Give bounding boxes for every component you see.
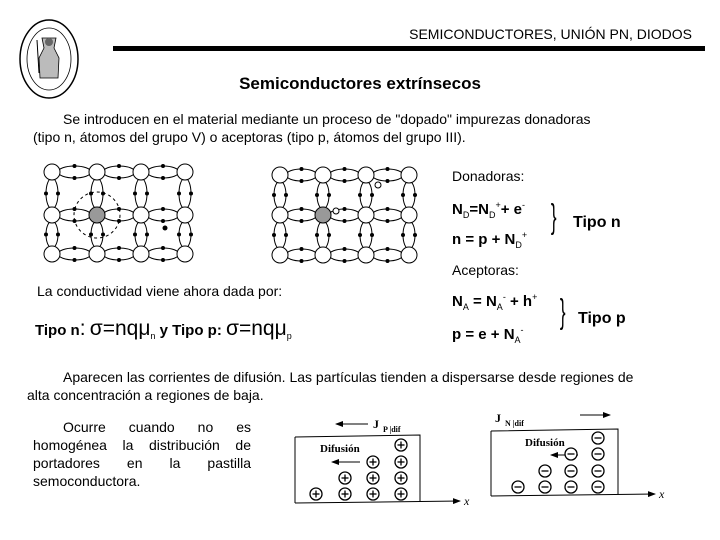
- impurity-atom: [315, 207, 331, 223]
- valence-electron: [413, 233, 417, 237]
- valence-electron: [73, 176, 77, 180]
- difusion-paragraph: Aparecen las corrientes de difusión. Las partículas tienden a dispersarse desde regiones de alta concentración a regiones de baja.: [27, 369, 634, 403]
- electron-charge: [592, 465, 604, 477]
- valence-electron: [401, 193, 405, 197]
- atom: [177, 207, 193, 223]
- valence-electron: [370, 193, 374, 197]
- valence-electron: [117, 207, 121, 211]
- valence-electron: [386, 247, 390, 251]
- valence-electron: [343, 207, 347, 211]
- atom: [358, 167, 374, 183]
- valence-electron: [145, 233, 149, 237]
- eq-sub: D: [488, 210, 496, 220]
- valence-electron: [117, 258, 121, 262]
- eq-text: + h: [505, 293, 533, 310]
- impurity-atom: [89, 207, 105, 223]
- ocurre-paragraph: Ocurre cuando no es homogénea la distribución de portadores en la pastilla semoconductora.: [33, 419, 251, 489]
- valence-electron: [370, 233, 374, 237]
- hole: [333, 208, 339, 214]
- atom: [133, 246, 149, 262]
- hole-charge: [367, 456, 379, 468]
- header-divider: [113, 46, 705, 51]
- hole-charge: [395, 488, 407, 500]
- atom: [272, 167, 288, 183]
- valence-electron: [284, 193, 288, 197]
- valence-electron: [145, 192, 149, 196]
- eq-text: + e: [500, 201, 522, 218]
- tipo-p-label: Tipo p: [578, 310, 626, 327]
- free-electron: [163, 226, 168, 231]
- acceptor-equation-2: [452, 325, 524, 345]
- eq-text: = N: [468, 293, 497, 310]
- valence-electron: [161, 164, 165, 168]
- valence-electron: [300, 247, 304, 251]
- atom: [358, 207, 374, 223]
- valence-electron: [300, 167, 304, 171]
- x-axis-label: x: [464, 494, 470, 508]
- jp-sub: P |dif: [383, 425, 401, 434]
- valence-electron: [101, 233, 105, 237]
- acceptor-equation-1: [452, 292, 537, 312]
- valence-electron: [300, 179, 304, 183]
- valence-electron: [327, 233, 331, 237]
- formula-text: y Tipo p:: [155, 322, 222, 339]
- valence-electron: [272, 233, 276, 237]
- electron-charge: [592, 448, 604, 460]
- hole-charge: [395, 472, 407, 484]
- valence-electron: [386, 259, 390, 263]
- valence-electron: [44, 233, 48, 237]
- atom: [401, 247, 417, 263]
- atom: [401, 207, 417, 223]
- valence-electron: [133, 192, 137, 196]
- valence-electron: [327, 193, 331, 197]
- atom: [315, 247, 331, 263]
- header-title: SEMICONDUCTORES, UNIÓN PN, DIODOS: [409, 26, 692, 42]
- valence-electron: [44, 192, 48, 196]
- electron-charge: [592, 432, 604, 444]
- jp-label: J: [373, 417, 379, 431]
- valence-electron: [272, 193, 276, 197]
- hole-charge: [395, 439, 407, 451]
- eq-sup: -: [502, 292, 506, 302]
- eq-sub: D: [515, 240, 522, 250]
- valence-electron: [177, 233, 181, 237]
- valence-electron: [413, 193, 417, 197]
- valence-electron: [117, 176, 121, 180]
- eq-text: N: [452, 201, 463, 218]
- valence-electron: [386, 207, 390, 211]
- valence-electron: [300, 219, 304, 223]
- valence-electron: [89, 233, 93, 237]
- atom: [272, 247, 288, 263]
- valence-electron: [189, 192, 193, 196]
- conductividad-label: La conductividad viene ahora dada por:: [37, 283, 283, 299]
- valence-electron: [358, 233, 362, 237]
- atom: [133, 207, 149, 223]
- valence-electron: [284, 233, 288, 237]
- valence-electron: [117, 246, 121, 250]
- valence-electron: [73, 258, 77, 262]
- valence-electron: [117, 164, 121, 168]
- x-axis: [295, 501, 460, 503]
- hole-diffusion-diagram: [290, 412, 480, 512]
- atom: [44, 207, 60, 223]
- atom: [358, 247, 374, 263]
- electron-charge: [565, 481, 577, 493]
- n-type-lattice-diagram: [40, 160, 200, 270]
- eq-sub: D: [462, 210, 470, 220]
- valence-electron: [386, 179, 390, 183]
- valence-electron: [386, 167, 390, 171]
- page-title: Semiconductores extrínsecos: [239, 74, 481, 93]
- valence-electron: [177, 192, 181, 196]
- donor-equation-1: [452, 200, 525, 220]
- atom: [177, 164, 193, 180]
- formula-sigma-n: σ=nqμ: [89, 317, 151, 340]
- atom: [401, 167, 417, 183]
- difusion-label: Difusión: [320, 443, 360, 455]
- eq-sup: -: [520, 325, 524, 335]
- eq-sup: +: [521, 230, 528, 240]
- jn-sub: N |dif: [505, 419, 524, 428]
- hole: [375, 182, 381, 188]
- intro-line-2: (tipo n, átomos del grupo V) o aceptoras (tipo p, átomos del grupo III).: [33, 129, 466, 145]
- atom: [44, 246, 60, 262]
- valence-electron: [343, 259, 347, 263]
- atom: [44, 164, 60, 180]
- eq-sub: A: [462, 302, 469, 312]
- valence-electron: [73, 246, 77, 250]
- valence-electron: [56, 233, 60, 237]
- atom: [315, 167, 331, 183]
- aceptoras-label: Aceptoras:: [452, 262, 519, 278]
- valence-electron: [73, 207, 77, 211]
- eq-text: n = p + N: [452, 231, 516, 248]
- valence-electron: [161, 219, 165, 223]
- eq-sup: -: [521, 200, 525, 210]
- valence-electron: [315, 193, 319, 197]
- valence-electron: [343, 167, 347, 171]
- valence-electron: [56, 192, 60, 196]
- valence-electron: [343, 247, 347, 251]
- valence-electron: [189, 233, 193, 237]
- hole-charge: [310, 488, 322, 500]
- electron-charge: [565, 448, 577, 460]
- atom: [133, 164, 149, 180]
- formula-sigma-p: σ=nqμ: [226, 317, 287, 340]
- valence-electron: [343, 219, 347, 223]
- formula-text: Tipo n: [35, 322, 80, 339]
- electron-charge: [512, 481, 524, 493]
- atom: [89, 246, 105, 262]
- p-type-lattice-diagram: [268, 163, 428, 273]
- formula-text: :: [79, 317, 86, 340]
- valence-electron: [73, 164, 77, 168]
- hole-charge: [367, 472, 379, 484]
- jn-label: J: [495, 411, 501, 425]
- x-axis-label: x: [659, 487, 665, 501]
- valence-electron: [161, 258, 165, 262]
- atom: [89, 164, 105, 180]
- valence-electron: [401, 233, 405, 237]
- intro-paragraph: [33, 110, 713, 146]
- tipo-n-label: Tipo n: [573, 214, 621, 231]
- valence-electron: [133, 233, 137, 237]
- valence-electron: [300, 207, 304, 211]
- formula-sub: p: [286, 331, 292, 341]
- electron-diffusion-diagram: [485, 408, 720, 508]
- conductivity-formula: [35, 317, 292, 341]
- electron-charge: [565, 465, 577, 477]
- eq-text: =N: [469, 201, 489, 218]
- electron-charge: [592, 481, 604, 493]
- x-axis: [491, 494, 655, 496]
- eq-sub: A: [496, 302, 503, 312]
- valence-electron: [343, 179, 347, 183]
- eq-text: N: [452, 293, 463, 310]
- electron-charge: [539, 481, 551, 493]
- valence-electron: [161, 207, 165, 211]
- eq-sup: +: [532, 292, 538, 302]
- valence-electron: [300, 259, 304, 263]
- donor-equation-2: [452, 230, 527, 250]
- hole-charge: [339, 488, 351, 500]
- eq-sup: +: [495, 200, 501, 210]
- intro-line-1: Se introducen en el material mediante un proceso de "dopado" impurezas donadoras: [63, 111, 591, 127]
- eq-text: p = e + N: [452, 326, 515, 343]
- valence-electron: [161, 176, 165, 180]
- formula-sub: n: [150, 331, 156, 341]
- atom: [272, 207, 288, 223]
- hole-charge: [395, 456, 407, 468]
- brace: }: [550, 198, 557, 236]
- valence-electron: [358, 193, 362, 197]
- valence-electron: [315, 233, 319, 237]
- hole-charge: [339, 472, 351, 484]
- atom: [177, 246, 193, 262]
- valence-electron: [161, 246, 165, 250]
- difusion-label: Difusión: [525, 437, 565, 449]
- hole-charge: [367, 488, 379, 500]
- valence-electron: [386, 219, 390, 223]
- donadoras-label: Donadoras:: [452, 168, 525, 184]
- electron-charge: [539, 465, 551, 477]
- brace: }: [559, 293, 566, 331]
- eq-sub: A: [514, 335, 521, 345]
